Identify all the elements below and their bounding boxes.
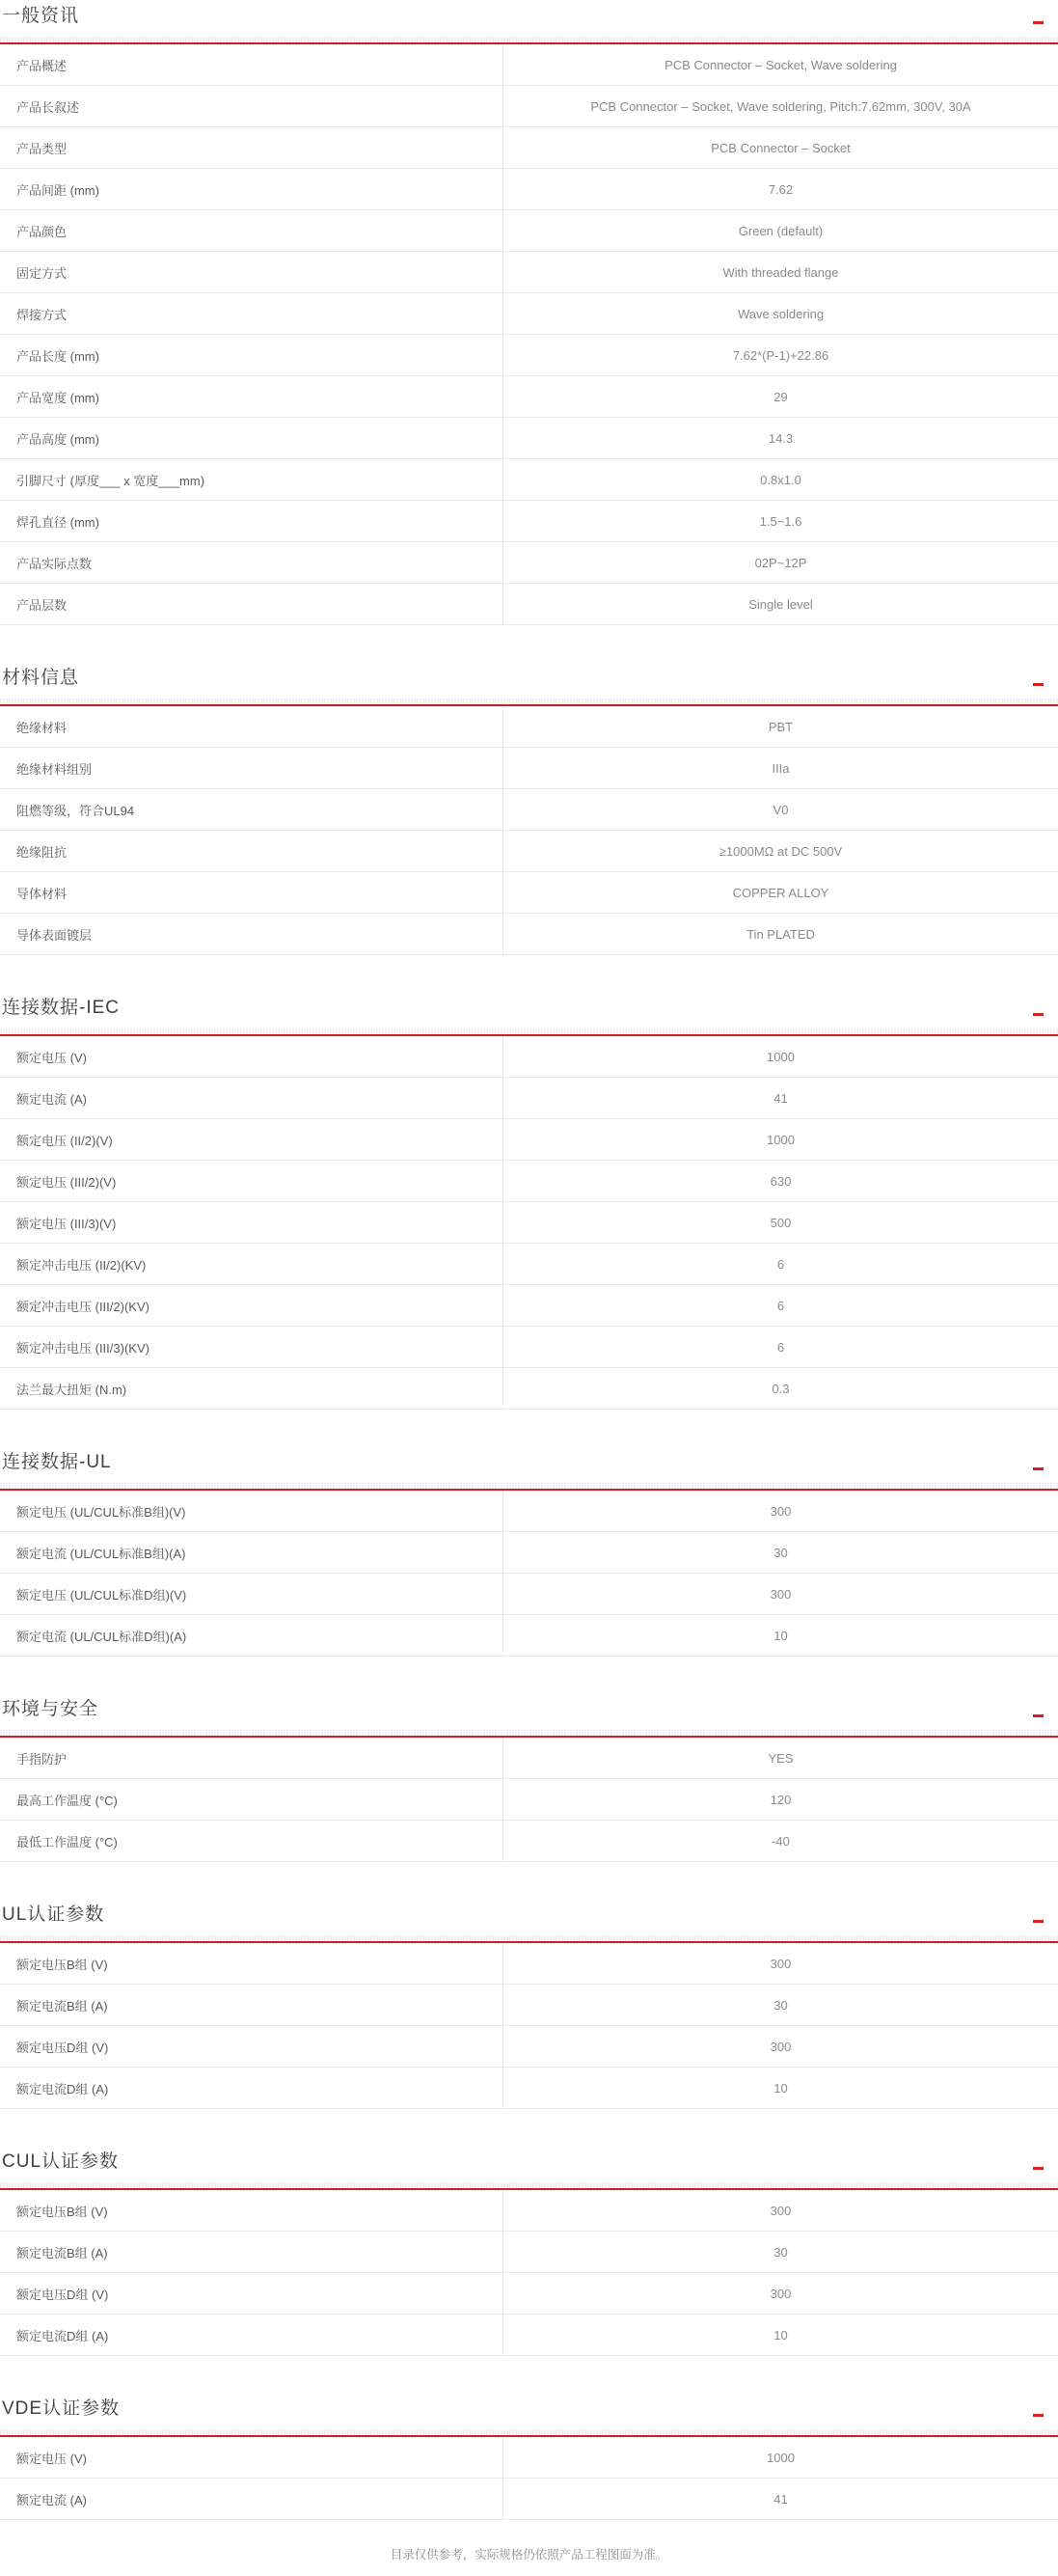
spec-section: [0, 1903, 1058, 2109]
spec-table: [0, 1738, 1058, 1862]
spec-row-label: 阻燃等级，符合UL94: [0, 789, 503, 830]
spec-row-value: ≥1000MΩ at DC 500V: [719, 843, 843, 859]
spec-row-label: 产品颜色: [0, 210, 503, 251]
section-header: [0, 666, 1058, 699]
spec-section: [0, 4, 1058, 625]
spec-row-value: 1000: [767, 1132, 795, 1147]
spec-row-value: Green (default): [738, 223, 824, 238]
spec-row: [0, 1036, 1058, 1078]
spec-row-label: 额定电流D组 (A): [0, 2068, 503, 2108]
spec-table: [0, 1036, 1058, 1410]
spec-row-label: 导体材料: [0, 872, 503, 913]
spec-row-label: 额定电流 (A): [0, 1078, 503, 1118]
spec-row-value: 630: [770, 1173, 792, 1189]
spec-row-label: 产品长叙述: [0, 86, 503, 126]
spec-row-label: 额定电流B组 (A): [0, 1985, 503, 2025]
spec-row-value: 10: [773, 2327, 788, 2343]
spec-row-value: 300: [770, 2203, 792, 2218]
spec-row-value: Single level: [748, 596, 813, 612]
collapse-minus-icon[interactable]: [1033, 2414, 1044, 2417]
section-divider: [0, 1028, 1058, 1036]
spec-row: [0, 2273, 1058, 2315]
spec-table: [0, 2190, 1058, 2356]
spec-row: [0, 1738, 1058, 1779]
spec-row-label: 额定电流B组 (A): [0, 2232, 503, 2272]
spec-row-label: 法兰最大扭矩 (N.m): [0, 1368, 503, 1409]
spec-row: [0, 1244, 1058, 1285]
section-divider: [0, 1730, 1058, 1738]
spec-row-label: 手指防护: [0, 1738, 503, 1778]
section-divider: [0, 37, 1058, 44]
spec-row-label: 额定电压 (III/3)(V): [0, 1202, 503, 1243]
spec-section: [0, 1697, 1058, 1862]
spec-row: [0, 1202, 1058, 1244]
spec-row-value: 14.3: [768, 430, 794, 446]
spec-table: [0, 1943, 1058, 2109]
spec-row: [0, 418, 1058, 459]
spec-row: [0, 1327, 1058, 1368]
spec-row: [0, 831, 1058, 872]
spec-row-value: With threaded flange: [722, 264, 839, 280]
spec-row-label: 绝缘材料组别: [0, 748, 503, 788]
spec-row: [0, 1161, 1058, 1202]
spec-row-value: PCB Connector – Socket, Wave soldering, Pitch:7.62mm, 300V, 30A: [590, 98, 971, 114]
spec-row: [0, 335, 1058, 376]
spec-row-value: PCB Connector – Socket: [711, 140, 851, 155]
spec-row-label: 产品高度 (mm): [0, 418, 503, 458]
section-divider: [0, 1935, 1058, 1943]
spec-row-label: 额定电压B组 (V): [0, 2190, 503, 2231]
spec-row-label: 额定电压B组 (V): [0, 1943, 503, 1984]
spec-row-label: 额定电压 (V): [0, 1036, 503, 1077]
section-header: [0, 996, 1058, 1028]
section-header: [0, 1903, 1058, 1935]
spec-row-label: 额定电压 (UL/CUL标准D组)(V): [0, 1574, 503, 1614]
spec-row-label: 产品实际点数: [0, 542, 503, 583]
spec-row-value: 41: [773, 2491, 788, 2507]
spec-row-label: 额定电压 (V): [0, 2437, 503, 2478]
spec-row: [0, 914, 1058, 955]
spec-row: [0, 169, 1058, 210]
collapse-minus-icon[interactable]: [1033, 21, 1044, 24]
spec-row: [0, 1574, 1058, 1615]
section-title: 连接数据-UL: [2, 1452, 112, 1472]
spec-row-label: 绝缘材料: [0, 706, 503, 747]
section-header: [0, 4, 1058, 37]
spec-section: [0, 2150, 1058, 2356]
spec-row: [0, 1078, 1058, 1119]
spec-row-label: 固定方式: [0, 252, 503, 292]
spec-row-value: PCB Connector – Socket, Wave soldering: [665, 57, 897, 72]
spec-table: [0, 2437, 1058, 2520]
spec-row: [0, 542, 1058, 584]
spec-row-label: 额定冲击电压 (III/3)(KV): [0, 1327, 503, 1367]
spec-row-value: -40: [772, 1833, 790, 1849]
spec-row-value: 30: [773, 2244, 788, 2260]
spec-row: [0, 459, 1058, 501]
spec-row-value: 300: [770, 1586, 792, 1602]
spec-row: [0, 2479, 1058, 2520]
collapse-minus-icon[interactable]: [1033, 2167, 1044, 2170]
spec-row: [0, 2315, 1058, 2356]
spec-row-label: 最高工作温度 (°C): [0, 1779, 503, 1820]
spec-row: [0, 1615, 1058, 1657]
section-divider: [0, 2182, 1058, 2190]
spec-row: [0, 44, 1058, 86]
spec-row-value: 10: [773, 2080, 788, 2096]
spec-row: [0, 376, 1058, 418]
footer-disclaimer: 目录仅供参考，实际规格仍依照产品工程图面为准。: [390, 2548, 668, 2562]
section-divider: [0, 1483, 1058, 1491]
spec-row-label: 焊孔直径 (mm): [0, 501, 503, 541]
spec-row-label: 额定电流 (UL/CUL标准D组)(A): [0, 1615, 503, 1656]
collapse-minus-icon[interactable]: [1033, 1920, 1044, 1923]
spec-row-label: 导体表面镀层: [0, 914, 503, 954]
spec-row: [0, 2068, 1058, 2109]
spec-row-value: COPPER ALLOY: [732, 885, 829, 900]
spec-row-value: 300: [770, 1956, 792, 1971]
spec-row-value: 0.3: [772, 1381, 790, 1396]
spec-row-value: 30: [773, 1997, 788, 2013]
spec-row-value: 02P~12P: [754, 555, 807, 570]
spec-row-value: 1000: [767, 2450, 795, 2465]
spec-row-value: 6: [776, 1298, 785, 1313]
spec-row-label: 产品宽度 (mm): [0, 376, 503, 417]
spec-row: [0, 1368, 1058, 1410]
collapse-minus-icon[interactable]: [1033, 1013, 1044, 1016]
spec-row-label: 产品类型: [0, 127, 503, 168]
spec-row-value: IIIa: [772, 760, 790, 776]
spec-row: [0, 127, 1058, 169]
spec-section: [0, 666, 1058, 955]
section-header: [0, 1697, 1058, 1730]
spec-row-value: 500: [770, 1215, 792, 1230]
spec-row: [0, 1491, 1058, 1532]
spec-row-label: 焊接方式: [0, 293, 503, 334]
spec-row-label: 产品概述: [0, 44, 503, 85]
section-title: 连接数据-IEC: [2, 998, 121, 1018]
spec-row-value: 6: [776, 1256, 785, 1272]
spec-table: [0, 1491, 1058, 1657]
spec-row-value: 10: [773, 1628, 788, 1643]
spec-row-value: 0.8x1.0: [760, 472, 801, 487]
spec-row-value: 41: [773, 1090, 788, 1106]
spec-row: [0, 1985, 1058, 2026]
section-header: [0, 2397, 1058, 2429]
spec-row-value: 300: [770, 2286, 792, 2301]
spec-row: [0, 252, 1058, 293]
spec-row: [0, 706, 1058, 748]
spec-row: [0, 789, 1058, 831]
spec-row: [0, 584, 1058, 625]
collapse-minus-icon[interactable]: [1033, 683, 1044, 686]
spec-row-value: V0: [773, 802, 789, 817]
spec-row: [0, 2190, 1058, 2232]
spec-row: [0, 210, 1058, 252]
spec-row: [0, 293, 1058, 335]
spec-row-label: 最低工作温度 (°C): [0, 1821, 503, 1861]
spec-row: [0, 2026, 1058, 2068]
spec-row-value: 300: [770, 1503, 792, 1519]
spec-section: [0, 996, 1058, 1410]
spec-row-value: 7.62*(P-1)+22.86: [732, 347, 829, 363]
spec-row-label: 引脚尺寸 (厚度___ x 宽度___mm): [0, 459, 503, 500]
section-title: CUL认证参数: [2, 2151, 120, 2172]
section-divider: [0, 2429, 1058, 2437]
section-header: [0, 1450, 1058, 1483]
spec-row: [0, 1779, 1058, 1821]
section-title: 一般资讯: [2, 6, 80, 26]
spec-row-value: 1.5~1.6: [759, 513, 802, 529]
spec-row-label: 额定电压D组 (V): [0, 2273, 503, 2314]
spec-row-value: 6: [776, 1339, 785, 1355]
spec-row-label: 额定电压D组 (V): [0, 2026, 503, 2067]
spec-section: [0, 2397, 1058, 2520]
spec-row-label: 产品间距 (mm): [0, 169, 503, 209]
collapse-minus-icon[interactable]: [1033, 1467, 1044, 1470]
spec-row-value: Wave soldering: [737, 306, 825, 321]
spec-row: [0, 1943, 1058, 1985]
spec-row-value: YES: [768, 1750, 794, 1766]
spec-row: [0, 86, 1058, 127]
spec-row-value: 1000: [767, 1049, 795, 1064]
spec-row-label: 额定冲击电压 (II/2)(KV): [0, 1244, 503, 1284]
spec-row-value: 29: [773, 389, 788, 404]
sections-container: [0, 4, 1058, 2520]
spec-row-label: 额定电压 (III/2)(V): [0, 1161, 503, 1201]
spec-table: [0, 706, 1058, 955]
spec-row-label: 产品层数: [0, 584, 503, 624]
spec-row-value: 300: [770, 2039, 792, 2054]
spec-row: [0, 1532, 1058, 1574]
section-header: [0, 2150, 1058, 2182]
spec-row-label: 产品长度 (mm): [0, 335, 503, 375]
section-title: 环境与安全: [2, 1699, 99, 1719]
spec-row: [0, 1821, 1058, 1862]
spec-row-label: 额定电流 (A): [0, 2479, 503, 2519]
spec-row: [0, 2232, 1058, 2273]
spec-row-label: 额定电压 (UL/CUL标准B组)(V): [0, 1491, 503, 1531]
spec-row-value: 120: [770, 1792, 792, 1807]
spec-table: [0, 44, 1058, 625]
spec-row-value: 30: [773, 1545, 788, 1560]
section-title: 材料信息: [2, 668, 80, 688]
collapse-minus-icon[interactable]: [1033, 1714, 1044, 1717]
spec-row-value: 7.62: [768, 181, 794, 197]
spec-section: [0, 1450, 1058, 1657]
spec-row: [0, 2437, 1058, 2479]
spec-row: [0, 872, 1058, 914]
spec-row-value: Tin PLATED: [746, 926, 815, 942]
spec-row-label: 额定冲击电压 (III/2)(KV): [0, 1285, 503, 1326]
spec-row: [0, 1285, 1058, 1327]
spec-row: [0, 748, 1058, 789]
section-divider: [0, 699, 1058, 706]
section-title: UL认证参数: [2, 1905, 105, 1925]
spec-row-label: 额定电流D组 (A): [0, 2315, 503, 2355]
spec-row: [0, 501, 1058, 542]
spec-row-label: 额定电流 (UL/CUL标准B组)(A): [0, 1532, 503, 1573]
spec-row-label: 额定电压 (II/2)(V): [0, 1119, 503, 1160]
spec-row-value: PBT: [768, 719, 794, 734]
spec-row: [0, 1119, 1058, 1161]
spec-row-label: 绝缘阻抗: [0, 831, 503, 871]
section-title: VDE认证参数: [2, 2398, 121, 2419]
